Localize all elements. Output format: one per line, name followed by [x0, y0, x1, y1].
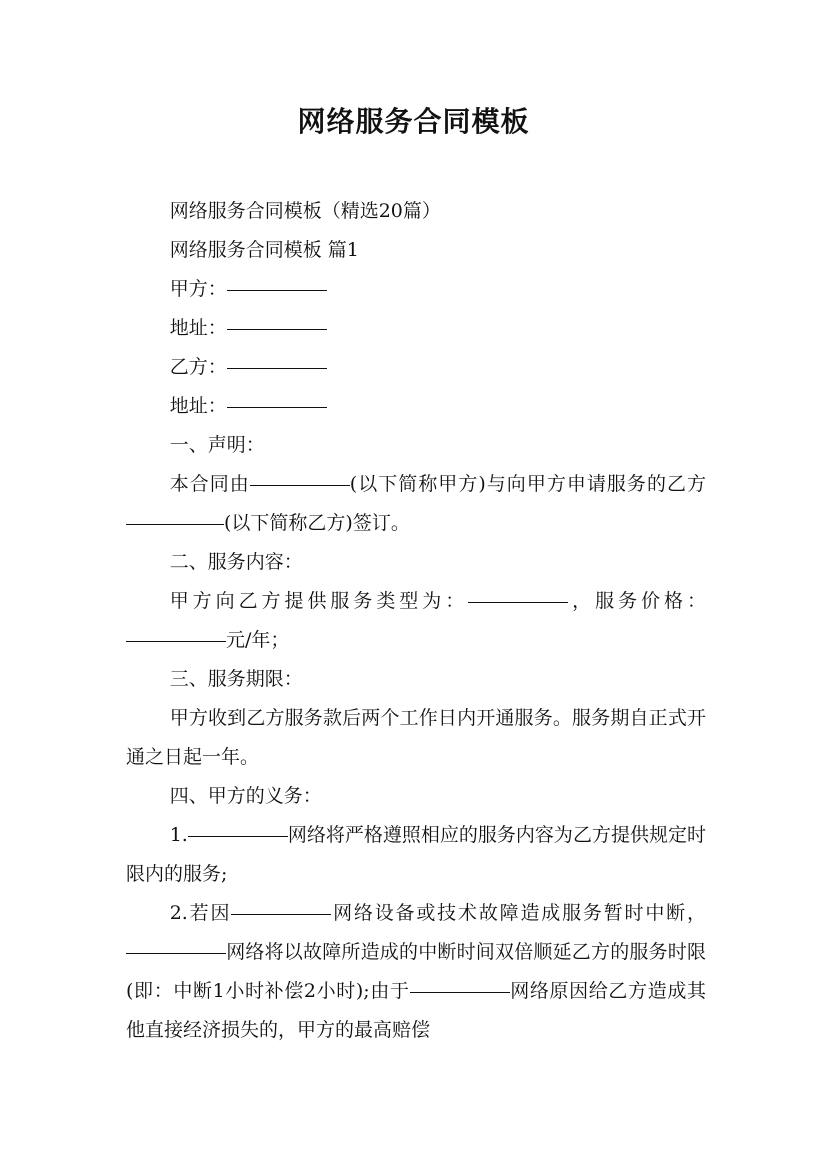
section-2-heading: 二、服务内容： — [169, 551, 303, 573]
party-b-line — [126, 348, 706, 387]
party-a-line — [126, 270, 706, 309]
s2-blank-1 — [468, 601, 568, 603]
s1-blank-1 — [250, 484, 350, 486]
address-line-2 — [126, 387, 706, 426]
s4-item1-blank — [188, 835, 288, 837]
s2-text-b: ，服务价格： — [568, 590, 706, 612]
document-title: 网络服务合同模板 — [297, 105, 530, 138]
section-1-heading: 一、声明： — [169, 434, 265, 456]
s4-item1-a: 1. — [169, 824, 188, 846]
party-b-label: 乙方： — [169, 356, 227, 378]
address-blank-1 — [227, 328, 327, 330]
s1-text-a: 本合同由 — [169, 473, 250, 495]
s1-blank-2 — [126, 523, 224, 525]
party-a-blank — [227, 289, 327, 291]
section-1-text — [126, 465, 706, 543]
section-4-item-1 — [126, 816, 706, 894]
s4-item2-blank-2 — [126, 952, 226, 954]
subtitle: 网络服务合同模板（精选20篇） — [169, 200, 441, 222]
s1-text-b: (以下简称甲方)与向甲方申请服务的乙方 — [349, 473, 706, 495]
s2-text-c: 元/年； — [226, 629, 290, 651]
s4-item2-a: 2.若因 — [169, 902, 232, 924]
s4-item2-d: 网络原因给乙方造成其他直接经济损失的，甲方的最高赔偿 — [126, 980, 706, 1041]
s4-item2-b: 网络设备或技术故障造成服务暂时中断， — [331, 902, 706, 924]
s4-item2-blank-3 — [410, 991, 510, 993]
s1-text-c: (以下简称乙方)签订。 — [224, 512, 410, 534]
s2-blank-2 — [126, 640, 226, 642]
section-4-heading: 四、甲方的义务： — [169, 785, 322, 807]
address-label-1: 地址： — [169, 317, 227, 339]
address-blank-2 — [227, 406, 327, 408]
section-4-item-2 — [126, 894, 706, 1050]
address-line-1 — [126, 309, 706, 348]
s4-item2-blank-1 — [231, 913, 331, 915]
section-2-text — [126, 582, 706, 660]
s2-text-a: 甲方向乙方提供服务类型为： — [169, 590, 469, 612]
party-a-label: 甲方： — [169, 278, 227, 300]
section-3-heading: 三、服务期限： — [169, 668, 303, 690]
s4-item2-c: 网络将以故障所造成的中断时间双倍顺延乙方的服务时限(即：中断1小时补偿2小时);由于 — [126, 941, 706, 1002]
s4-item1-b: 网络将严格遵照相应的服务内容为乙方提供规定时限内的服务; — [126, 824, 706, 885]
party-b-blank — [227, 367, 327, 369]
address-label-2: 地址： — [169, 395, 227, 417]
section-heading: 网络服务合同模板 篇1 — [169, 239, 359, 261]
section-3-text: 甲方收到乙方服务款后两个工作日内开通服务。服务期自正式开通之日起一年。 — [126, 707, 706, 768]
document-body — [126, 192, 706, 1050]
